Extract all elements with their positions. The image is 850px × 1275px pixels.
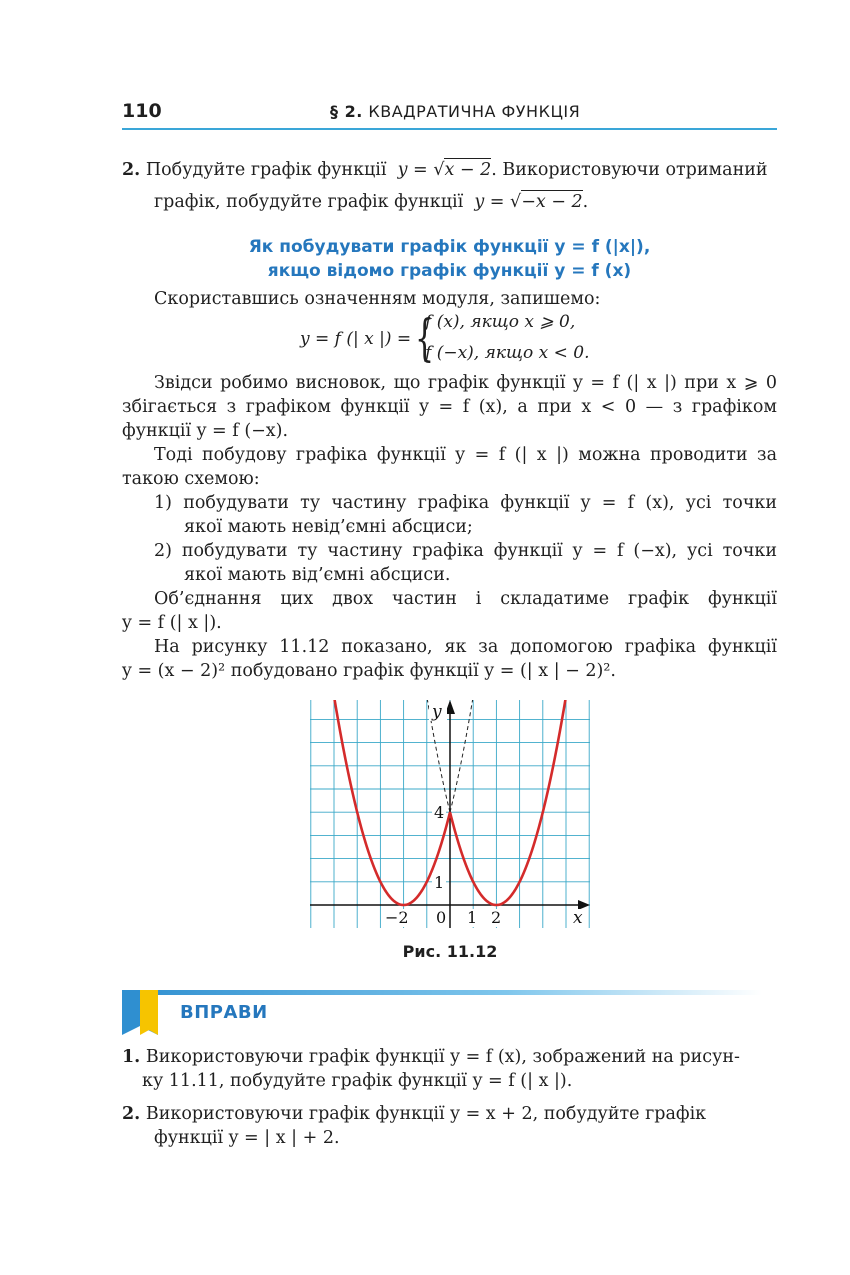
figure-caption: Рис. 11.12 xyxy=(402,942,498,961)
heading-line: якщо відомо графік функції y = f (x) xyxy=(267,261,632,281)
text-line: Використовуючи графік функції y = f (x), зображений на рисун- xyxy=(145,1047,740,1067)
section-heading xyxy=(122,235,777,283)
running-head xyxy=(330,102,580,121)
paragraph-3 xyxy=(122,587,777,635)
exercises-title: ВПРАВИ xyxy=(180,1002,268,1023)
exercise-number: 2. xyxy=(122,1104,141,1124)
formula-case: f (−x), якщо x < 0. xyxy=(425,343,590,363)
list-item: 2) побудувати ту частину графіка функції y = f (−x), усі точки xyxy=(154,541,777,561)
exercises-tab-icon xyxy=(122,990,158,1035)
piecewise-formula xyxy=(300,310,630,370)
text-line: функції y = | x | + 2. xyxy=(154,1128,340,1148)
heading-line: Як побудувати графік функції y = f (|x|), xyxy=(248,237,651,257)
text-line: ку 11.11, побудуйте графік функції y = f (| x |). xyxy=(142,1071,573,1091)
problem-text: графік, побудуйте графік функції xyxy=(154,192,464,212)
tick-label-y-1: 1 xyxy=(434,873,445,892)
tick-label-x-1: 1 xyxy=(467,908,478,927)
problem-text: . Використовуючи отриманий xyxy=(491,160,768,180)
text-line: Тоді побудову графіка функції y = f (| x |) можна проводити за xyxy=(154,445,777,465)
list-item: якої мають від’ємні абсциси. xyxy=(184,565,451,585)
graph-figure xyxy=(310,700,590,928)
radicand: x − 2 xyxy=(444,160,492,180)
problem-text: . xyxy=(582,192,589,212)
section-title: КВАДРАТИЧНА ФУНКЦІЯ xyxy=(368,102,581,121)
text-line: y = f (| x |). xyxy=(122,613,222,633)
exercises-bar xyxy=(122,990,762,995)
formula-lhs: y = f (| x |) = xyxy=(300,329,412,349)
text-line: Звідси робимо висновок, що графік функції y = f (| x |) при x ⩾ 0 xyxy=(154,373,777,393)
exercise-2 xyxy=(122,1102,777,1150)
radicand: −x − 2 xyxy=(521,192,583,212)
steps-list xyxy=(122,491,777,587)
problem-number: 2. xyxy=(122,160,141,180)
page-number: 110 xyxy=(122,100,162,122)
text-line: збігається з графіком функції y = f (x), а при x < 0 — з графіком xyxy=(122,397,777,417)
paragraph-2 xyxy=(122,443,777,491)
dashed-branch-right xyxy=(450,700,473,812)
y-axis-label: y xyxy=(432,702,442,722)
problem-2 xyxy=(122,158,777,214)
sqrt-icon: √ xyxy=(510,192,522,212)
paragraph-1 xyxy=(122,371,777,443)
text-line: Об’єднання цих двох частин і складатиме графік функції xyxy=(154,589,777,609)
list-item: 1) побудувати ту частину графіка функції y = f (x), усі точки xyxy=(154,493,777,513)
sqrt-icon: √ xyxy=(433,160,445,180)
brace-icon: { xyxy=(415,309,435,367)
section-mark: § 2. xyxy=(330,102,363,121)
exercise-1 xyxy=(122,1045,777,1093)
formula-lhs: y = xyxy=(474,192,505,212)
tick-label-x-minus-2: −2 xyxy=(385,908,409,927)
exercise-number: 1. xyxy=(122,1047,141,1067)
tick-label-x-0: 0 xyxy=(436,908,447,927)
x-axis-label: x xyxy=(573,908,583,928)
list-item: якої мають невід’ємні абсциси; xyxy=(184,517,473,537)
problem-text: Побудуйте графік функції xyxy=(145,160,387,180)
header-rule xyxy=(122,128,777,130)
text-line: такою схемою: xyxy=(122,469,260,489)
text-line: На рисунку 11.12 показано, як за допомогою графіка функції xyxy=(154,637,777,657)
tick-label-y-4: 4 xyxy=(434,803,445,822)
formula-case: f (x), якщо x ⩾ 0, xyxy=(425,312,576,332)
intro xyxy=(122,287,777,311)
text-line: Використовуючи графік функції y = x + 2, побудуйте графік xyxy=(145,1104,707,1124)
text-line: y = (x − 2)² побудовано графік функції y = (| x | − 2)². xyxy=(122,661,616,681)
formula-lhs: y = xyxy=(397,160,428,180)
intro-text: Скориставшись означенням модуля, запишемо: xyxy=(154,289,601,309)
tick-label-x-2: 2 xyxy=(491,908,502,927)
paragraph-4 xyxy=(122,635,777,683)
text-line: функції y = f (−x). xyxy=(122,421,289,441)
